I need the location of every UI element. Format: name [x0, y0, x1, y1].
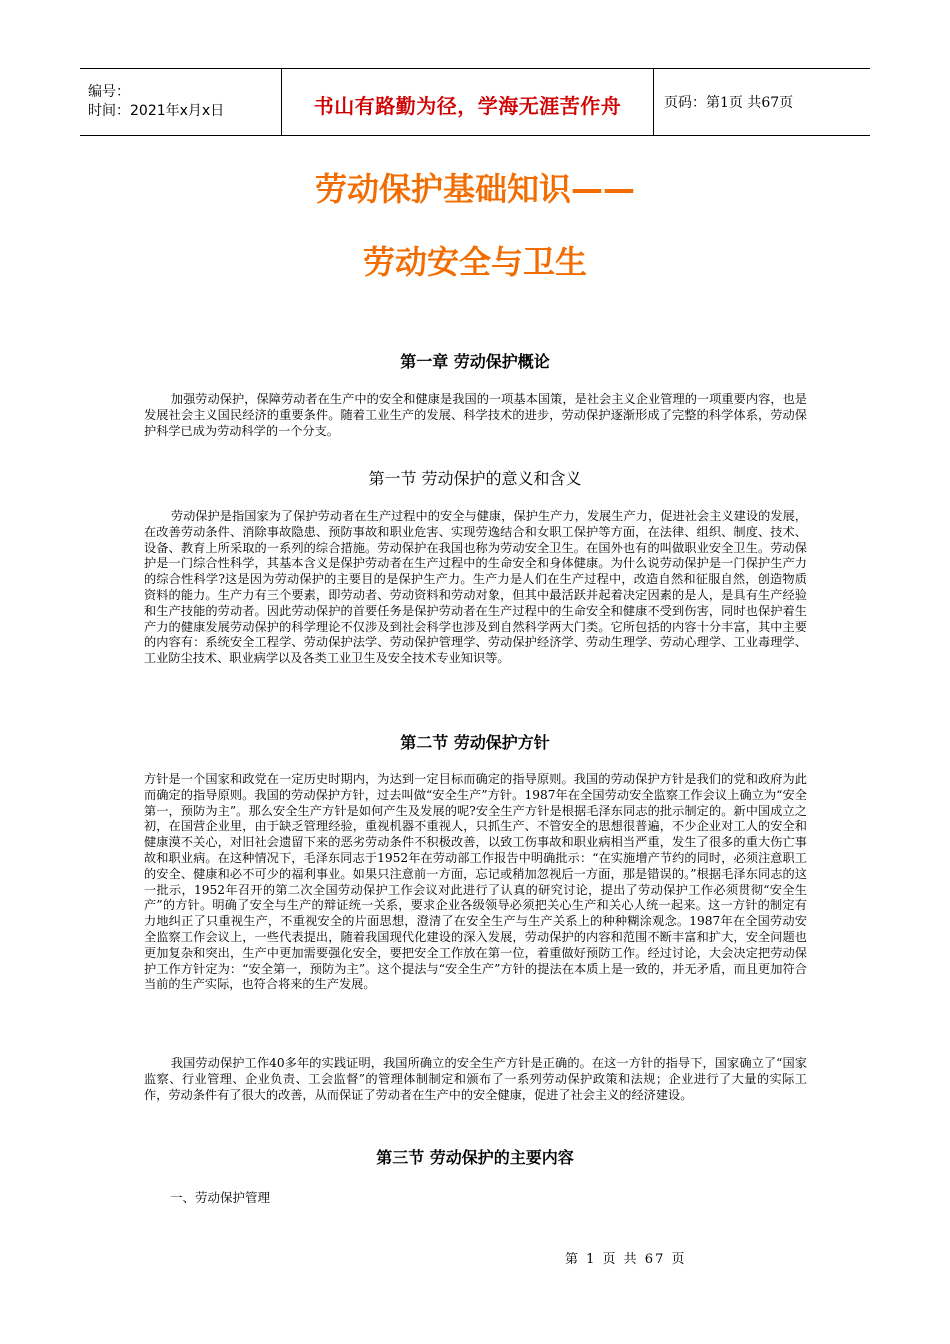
page-footer: 第 1 页 共 67 页: [565, 1252, 687, 1267]
number-label: 编号：: [88, 84, 130, 100]
header-left-cell: [80, 69, 282, 135]
doc-title-line2: 劳动安全与卫生: [362, 243, 587, 281]
section2-paragraph2: 我国劳动保护工作40多年的实践证明，我国所确立的安全生产方针是正确的。在这一方针的指导下，国家确立了“国家监察、行业管理、企业负责、工会监督”的管理体制制定和颁布了一系列劳动保护政策和法规；企业进行了大量的实际工作，劳动条件有了很大的改善，从而保证了劳动者在生产中的安全健康，促进了社会主义的经济建设。: [144, 1056, 807, 1102]
header-table: [80, 68, 870, 136]
page-info: 页码：第1页 共67页: [664, 95, 794, 111]
section2-paragraph1: 方针是一个国家和政党在一定历史时期内，为达到一定目标而确定的指导原则。我国的劳动保护方针是我们的党和政府为此而确定的指导原则。我国的劳动保护方针，过去叫做“安全生产”方针。1987年在全国劳动安全监察工作会议上确立为“安全第一，预防为主”。那么安全生产方针是如何产生及发展的呢?安全生产方针是根据毛泽东同志的批示制定的。新中国成立之初，在国营企业里，由于缺乏管理经验，重视机器不重视人，只抓生产、不管安全的思想很普遍，不少企业对工人的安全和健康漠不关心，对旧社会遗留下来的恶劣劳动条件不积极改善，以致工伤事故和职业病相当严重，发生了很多的重大伤亡事故和职业病。在这种情况下，毛泽东同志于1952年在劳动部工作报告中明确批示：“在实施增产节约的同时，必须注意职工的安全、健康和必不可少的福利事业。如果只注意前一方面，忘记或稍加忽视后一方面，那是错误的。”根据毛泽东同志的这一批示，1952年召开的第二次全国劳动保护工作会议对此进行了认真的研究讨论，提出了劳动保护工作必须贯彻“安全生产”的方针。明确了安全与生产的辩证统一关系，要求企业各级领导必须把关心生产和关心人统一起来。这一方针的制定有力地纠正了只重视生产，不重视安全的片面思想，澄清了在安全生产与生产关系上的种种糊涂观念。1987年在全国劳动安全监察工作会议上，一些代表提出，随着我国现代化建设的深入发展，劳动保护的内容和范围不断丰富和扩大，安全问题也更加复杂和突出，生产中更加需要强化安全，要把安全工作放在第一位，着重做好预防工作。经过讨论，大会决定把劳动保护工作方针定为：“安全第一，预防为主”。这个提法与“安全生产”方针的提法在本质上是一致的，并无矛盾，而且更加符合当前的生产实际，也符合将来的生产发展。: [144, 772, 807, 992]
header-page-cell: [654, 69, 870, 135]
header-motto-cell: [282, 69, 654, 135]
chapter-intro-paragraph: 加强劳动保护，保障劳动者在生产中的安全和健康是我国的一项基本国策，是社会主义企业管理的一项重要内容，也是发展社会主义国民经济的重要条件。随着工业生产的发展、科学技术的进步，劳动保护逐渐形成了完整的科学体系，劳动保护科学已成为劳动科学的一个分支。: [144, 392, 807, 438]
time-label: 时间：2021年x月x日: [88, 103, 225, 119]
section1-heading: 第一节 劳动保护的意义和含义: [368, 469, 582, 488]
motto: 书山有路勤为径，学海无涯苦作舟: [313, 93, 622, 118]
chapter-heading: 第一章 劳动保护概论: [400, 352, 550, 371]
section1-paragraph: 劳动保护是指国家为了保护劳动者在生产过程中的安全与健康，保护生产力，发展生产力，促进社会主义建设的发展，在改善劳动条件、消除事故隐患、预防事故和职业危害、实现劳逸结合和女职工保护等方面，在法律、组织、制度、技术、设备、教育上所采取的一系列的综合措施。劳动保护在我国也称为劳动安全卫生。在国外也有的叫做职业安全卫生。劳动保护是一门综合性科学，其基本含义是保护劳动者在生产过程中的生命安全和身体健康。为什么说劳动保护是一门保护生产力的综合性科学?这是因为劳动保护的主要目的是保护生产力。生产力是人们在生产过程中，改造自然和征服自然，创造物质资料的能力。生产力有三个要素，即劳动者、劳动资料和劳动对象，但其中最活跃并起着决定因素的是人，是具有生产经验和生产技能的劳动者。因此劳动保护的首要任务是保护劳动者在生产过程中的生命安全和健康不受到伤害，同时也保护着生产力的健康发展劳动保护的科学理论不仅涉及到社会科学也涉及到自然科学两大门类。它所包括的内容十分丰富，其中主要的内容有：系统安全工程学、劳动保护法学、劳动保护管理学、劳动保护经济学、劳动生理学、劳动心理学、工业毒理学、工业防尘技术、职业病学以及各类工业卫生及安全技术专业知识等。: [144, 509, 807, 666]
section2-heading: 第二节 劳动保护方针: [400, 733, 550, 752]
section3-heading: 第三节 劳动保护的主要内容: [376, 1148, 574, 1167]
list-item: 一、劳动保护管理: [170, 1190, 271, 1205]
doc-title-line1: 劳动保护基础知识——: [314, 170, 635, 208]
